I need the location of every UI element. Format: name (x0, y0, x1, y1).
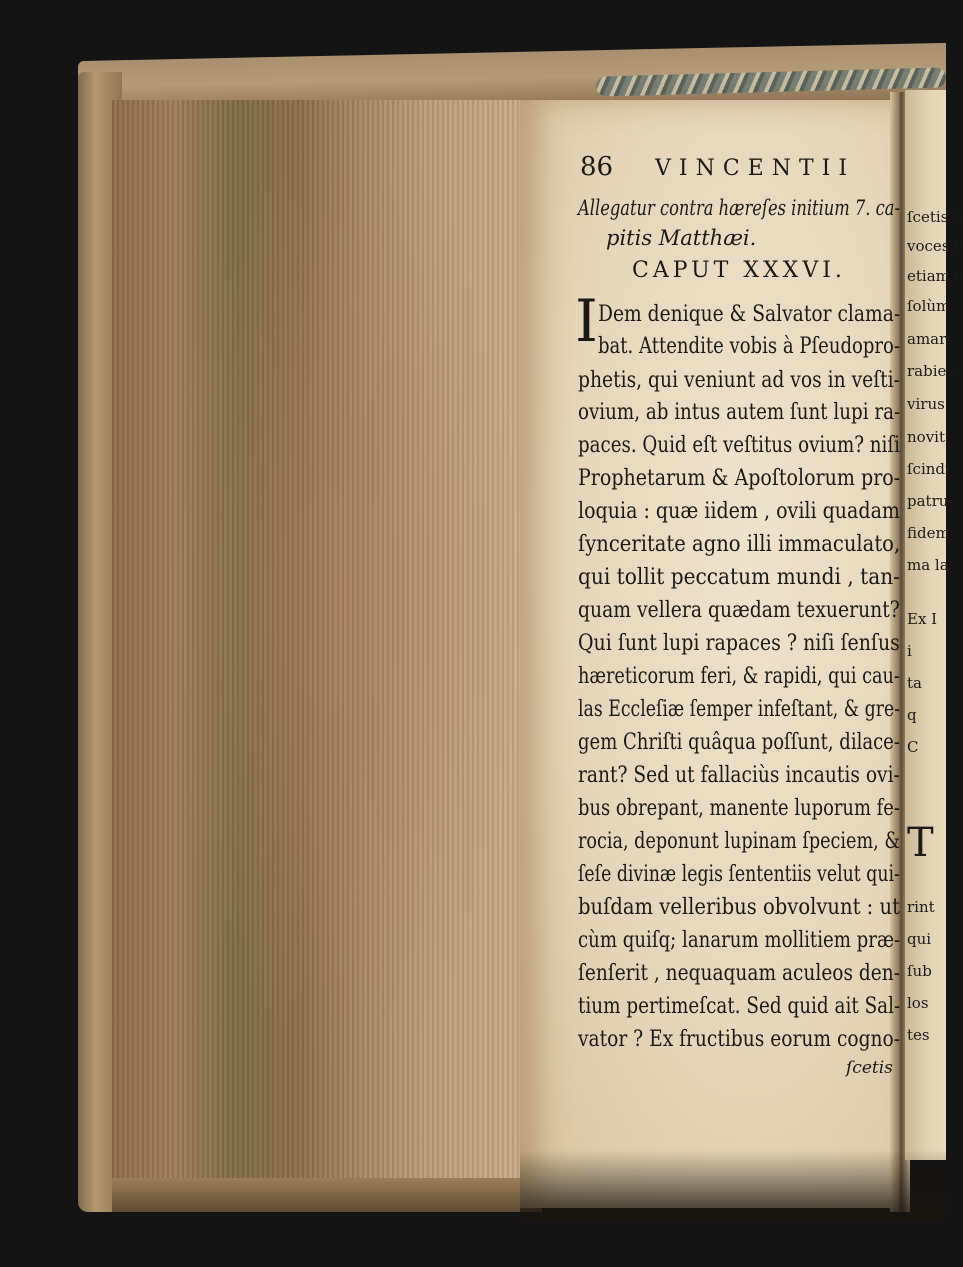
body-line: loquia : quæ iidem , ovili quadam (578, 499, 900, 524)
running-title: VINCENTII (655, 156, 856, 181)
facing-line: Ex I (907, 610, 938, 628)
body-line: ſeſe divinæ legis ſententiis velut qui- (578, 862, 900, 887)
right-page (905, 90, 963, 1160)
facing-drop-cap: T (907, 820, 934, 866)
page-block-bottom (112, 1178, 542, 1212)
chapter-summary-line-2: pitis Matthæi. (606, 226, 757, 250)
facing-line: C (907, 738, 919, 756)
facing-line: amari (907, 330, 952, 348)
body-line: phetis, qui veniunt ad vos in veſti- (578, 368, 900, 393)
body-line: Qui ſunt lupi rapaces ? niſi ſenſus (578, 631, 900, 656)
chapter-heading: CAPUT XXXVI. (632, 258, 846, 283)
chapter-summary-line-1: Allegatur contra hæreſes initium 7. ca- (578, 196, 901, 220)
facing-line: qui (907, 930, 932, 948)
body-line: rant? Sed ut fallaciùs incautis ovi- (578, 763, 900, 788)
body-line: cùm quiſq; lanarum mollitiem præ- (578, 928, 901, 953)
facing-line: fidem (907, 524, 950, 542)
facing-line: ta (907, 674, 922, 692)
body-line: ovium, ab intus autem ſunt lupi ra- (578, 400, 901, 425)
facing-line: rabies (907, 362, 955, 380)
facing-line: ma la (907, 556, 949, 574)
facing-line: q (907, 706, 917, 724)
facing-line: ſub (907, 962, 932, 980)
body-line: quam vellera quædam texuerunt? (578, 598, 900, 623)
body-line: hæreticorum feri, & rapidi, qui cau- (578, 664, 900, 689)
body-line: bus obrepant, manente luporum fe- (578, 796, 900, 821)
body-line: ſynceritate agno illi immaculato, (578, 532, 901, 557)
facing-line: patru (907, 492, 949, 510)
facing-line: rint (907, 898, 935, 916)
facing-line: ſolùm (907, 297, 951, 315)
body-line: rocia, deponunt lupinam ſpeciem, & (578, 829, 901, 854)
facing-line: virus (907, 395, 945, 413)
body-line: Dem denique & Salvator clama- (598, 302, 901, 327)
facing-line: ſcindi (907, 460, 950, 478)
facing-line: ſcetis e (907, 208, 962, 226)
body-line: gem Chriſti quâqua poſſunt, dilace- (578, 730, 900, 755)
drop-cap: I (575, 287, 598, 355)
bottom-shadow (520, 1150, 946, 1220)
facing-line: tes (907, 1026, 930, 1044)
body-line: bat. Attendite vobis à Pſeudopro- (598, 334, 901, 359)
body-line: buſdam velleribus obvolvunt : ut (578, 895, 900, 920)
facing-line: novit (907, 428, 945, 446)
body-line: vator ? Ex fructibus eorum cogno- (578, 1027, 901, 1052)
facing-line: los (907, 994, 929, 1012)
body-line: qui tollit peccatum mundi , tan- (578, 565, 900, 590)
body-line: Prophetarum & Apoſtolorum pro- (578, 466, 901, 491)
body-line: tium pertimeſcat. Sed quid ait Sal- (578, 994, 901, 1019)
page-block-fore-edge (112, 100, 532, 1212)
facing-line: i (907, 642, 912, 660)
body-line: ſenſerit , nequaquam aculeos den- (578, 961, 901, 986)
page-number: 86 (580, 152, 614, 182)
body-line: paces. Quid eſt veſtitus ovium? niſi (578, 433, 900, 458)
facing-line: etiam c (907, 267, 963, 285)
body-line: las Eccleſiæ ſemper infeſtant, & gre- (578, 697, 901, 722)
facing-line: voces r (907, 237, 962, 255)
catchword: ſcetis (846, 1058, 893, 1078)
